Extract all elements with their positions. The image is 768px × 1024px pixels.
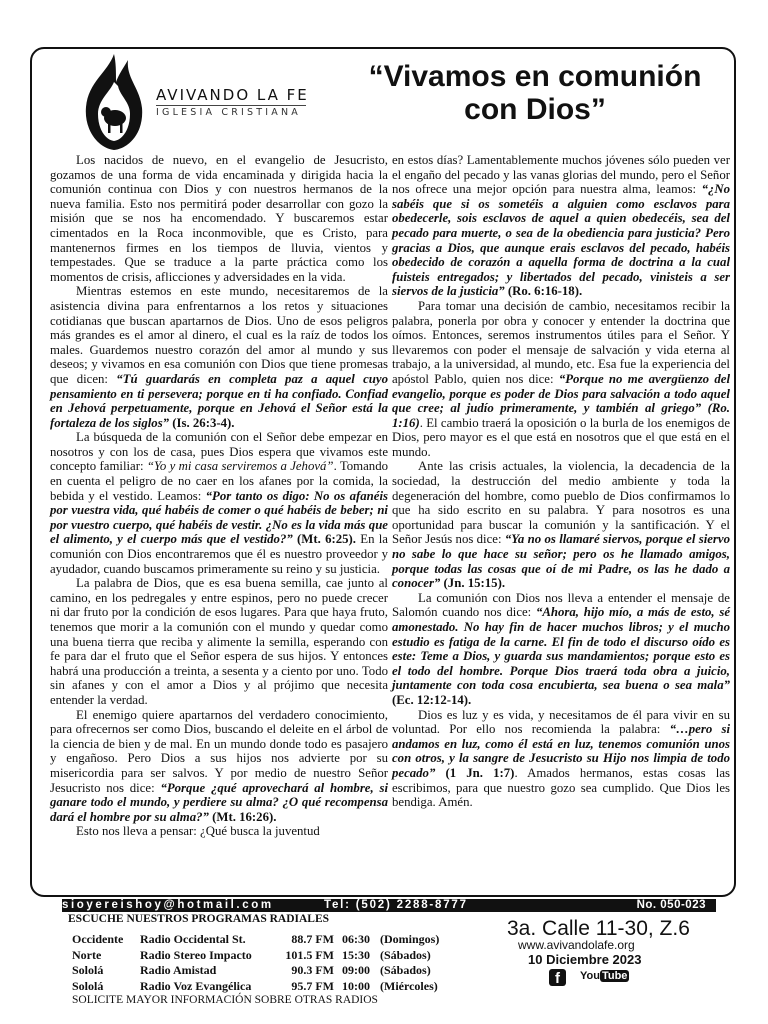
bible-quote: “Tú guardarás en completa paz a aquel cuyo pensamiento en ti persevera; porque en ti ha confiado. Confiad en Jehová perpetuamente, porque en Jehová el Señor está la fortaleza de los siglos” xyxy=(50,371,388,430)
radio-heading: ESCUCHE NUESTROS PROGRAMAS RADIALES xyxy=(68,913,330,925)
radio-row xyxy=(72,932,460,948)
radio-row xyxy=(72,948,460,964)
paragraph xyxy=(392,708,730,810)
bible-reference: (Ro. 1:16) xyxy=(392,401,731,430)
bible-reference: (Ro. 6:16-18). xyxy=(504,284,583,299)
body-text: . Amados hermanos, estas cosas las escribimos, para que nuestro gozo sea cumplido. Que Dios les bendiga. Amén. xyxy=(392,765,731,810)
body-text: Los nacidos de nuevo, en el evangelio de Jesucristo, gozamos de una forma de vida encaminada y dirigida hacia la comunión continua con Dios y con nuestros hermanos de la nueva familia. Esto nos permitirá poder desarrollar con gozo la misión que se nos ha encomendado. Y buscaremos estar cimentados en la Roca inconmovible, que es Cristo, para mantenernos firmes en los tiempos de lluvia, vientos y tempestades. Que se traduce a la parte práctica como los momentos de crisis, aflicciones y adversidades en la vida. xyxy=(50,153,388,284)
radio-region: Occidente xyxy=(72,932,124,947)
paragraph xyxy=(50,153,388,284)
body-text: La palabra de Dios, que es esa buena semilla, cae junto al camino, en los pedregales y entre espinos, pero no puede crecer ni dar fruto por la condición de esos lugares. Para que haya fruto, tenemos que morir a la comunión con el mundo y quedar como una buena tierra que reciba y alimente la semilla, esperando con fe para dar el fruto que el Señor espera de sus hijos. Y entonces habrá una producción a treinta, a sesenta y a ciento por uno. Todo sin afanes y con el amor a Dios y al prójimo que necesita entender la verdad. xyxy=(50,576,388,707)
radio-day: (Domingos) xyxy=(380,932,440,947)
contact-phone: Tel: (502) 2288-8777 xyxy=(324,899,468,911)
radio-row xyxy=(72,979,460,995)
issue-number: No. 050-023 xyxy=(636,899,706,911)
body-text: . El cambio traerá la oposición o la burla de los enemigos de Dios, pero mayor es el que está en nosotros que el que está en el mundo. xyxy=(392,415,730,459)
paragraph xyxy=(392,153,730,299)
brand-divider xyxy=(156,105,306,106)
radio-station: Radio Stereo Impacto xyxy=(140,947,252,962)
brand-name: AVIVANDO LA FE xyxy=(156,86,309,104)
radio-frequency: 95.7 FM xyxy=(291,978,334,993)
paragraph xyxy=(50,824,388,839)
paragraph xyxy=(392,591,730,708)
radio-frequency: 90.3 FM xyxy=(291,963,334,978)
youtube-icon[interactable] xyxy=(580,970,629,982)
brand xyxy=(156,86,326,118)
radio-day: (Sábados) xyxy=(380,963,431,978)
paragraph xyxy=(392,299,730,460)
bible-reference: (Jn. 15:15). xyxy=(440,576,506,591)
radio-time: 15:30 xyxy=(342,947,370,962)
website-link[interactable]: www.avivandolafe.org xyxy=(518,938,635,952)
paragraph xyxy=(392,459,730,590)
radio-row xyxy=(72,963,460,979)
body-text: Mientras estemos en este mundo, necesitaremos de la asistencia divina para enfrentarnos a los retos y situaciones cotidianas que buscan apartarnos de Dios. Uno de esos peligros más grandes es el amor al dinero, el cual es la raíz de todos los males. Guardemos nuestro corazón del amor al mundo y sus deseos; y vivamos en esa comunión con Dios que tiene promesas que dicen: xyxy=(50,284,388,386)
issue-date: 10 Diciembre 2023 xyxy=(528,952,642,967)
body-text: En la comunión con Dios encontraremos que él es nuestro proveedor y ayudador, cuando buscamos primeramente su reino y su justicia. xyxy=(50,532,388,576)
body-text: Para tomar una decisión de cambio, necesitamos recibir la palabra, ponerla por obra y conocer y entender la doctrina que oímos. Entonces, seremos instrumentos útiles para el Señor. Y llevaremos con poder el mensaje de salvación y vida eterna al trabajo, a la universidad, al mundo, etc. Esa fue la experiencia del apóstol Pablo, quien nos dice: xyxy=(392,298,730,386)
bible-reference: (Mt. 16:26). xyxy=(208,809,277,824)
article-column-left xyxy=(50,153,388,839)
contact-email[interactable]: sioyereishoy@hotmail.com xyxy=(62,899,274,911)
facebook-icon[interactable]: f xyxy=(549,969,566,986)
radio-time: 09:00 xyxy=(342,963,370,978)
body-text: La búsqueda de la comunión con el Señor debe empezar en nosotros y con los de casa, pues Dios espera que vivamos este concepto familiar: xyxy=(50,430,388,474)
radio-time: 10:00 xyxy=(342,978,370,993)
radio-time: 06:30 xyxy=(342,932,370,947)
body-text: en estos días? Lamentablemente muchos jóvenes sólo pueden ver el engaño del pecado y las vanas glorias del mundo, pero el Señor nos ofrece una mejor opción para nuestra alma, leamos: xyxy=(392,153,730,197)
body-text: Ante las crisis actuales, la violencia, la decadencia de la sociedad, la destrucción del medio ambiente y toda la degeneración del hombre, como pueblo de Dios confirmamos lo que ha sido escrito en su palabra. Y para nosotros es una oportunidad para buscar la comunión y la santificación. Y el Señor Jesús nos dice: xyxy=(392,459,730,547)
quote-text: “Yo y mi casa serviremos a Jehová” xyxy=(146,459,334,474)
radio-schedule-table xyxy=(72,932,460,994)
article-title: “Vivamos en comunión con Dios” xyxy=(368,60,702,126)
youtube-tube: Tube xyxy=(601,970,628,982)
article-column-right xyxy=(392,153,730,810)
body-text: Esto nos lleva a pensar: ¿Qué busca la juventud xyxy=(76,824,320,839)
body-text: Dios es luz y es vida, y necesitamos de él para vivir en su voluntad. Por ello nos recomienda la palabra: xyxy=(392,707,730,737)
flame-lamb-logo-icon xyxy=(78,52,150,152)
bible-quote: “¿No sabéis que si os sometéis a alguien como esclavos para obedecerle, sois esclavos de aquel a quien obedecéis, sea del pecado para muerte, o sea de la obediencia para justicia? Pero gracias a Dios, que aunque erais esclavos del pecado, habéis obedecido de corazón a aquella forma de doctrina a la cual fuisteis entregados; y libertados del pecado, vinisteis a ser siervos de la justicia” xyxy=(392,182,730,299)
contact-bar xyxy=(62,899,716,912)
body-text: El enemigo quiere apartarnos del verdadero conocimiento, para ofrecernos ser como Dios, buscando el deleite en el árbol de la ciencia de bien y de mal. En un mundo donde todo es pasajero y engañoso. Pero Dios a sus hijos nos advierte por su misericordia para ser salvos. Y por medio de nuestro Señor Jesucristo nos dice: xyxy=(50,707,388,795)
radio-day: (Miércoles) xyxy=(380,978,438,993)
paragraph xyxy=(50,430,388,576)
church-address: 3a. Calle 11-30, Z.6 xyxy=(507,917,690,940)
bible-quote: “…pero si andamos en luz, como él está en luz, tenemos comunión unos con otros, y la sangre de Jesucristo su Hijo nos limpia de todo pecado” xyxy=(392,722,731,780)
radio-station: Radio Occidental St. xyxy=(140,932,246,947)
bible-reference: (Mt. 6:25). xyxy=(292,532,356,547)
bible-reference: (Is. 26:3-4). xyxy=(169,415,235,430)
body-text: . Tomando en cuenta el peligro de no caer en los afanes por la comida, la bebida y el vestido. Leamos: xyxy=(50,459,388,503)
radio-region: Sololá xyxy=(72,978,104,993)
bible-quote: “Porque no me avergüenzo del evangelio, porque es poder de Dios para salvación a todo aquel que cree; al judío primeramente, y también al griego” xyxy=(392,371,730,416)
paragraph xyxy=(50,576,388,707)
bible-quote: “Ya no os llamaré siervos, porque el siervo no sabe lo que hace su señor; pero os he llamado amigos, porque todas las cosas que oí de mi Padre, os las he dado a conocer” xyxy=(392,532,730,591)
youtube-you: You xyxy=(580,970,600,982)
bible-quote: “Ahora, hijo mío, a más de esto, sé amonestado. No hay fin de hacer muchos libros; y el mucho estudio es fatiga de la carne. El fin de todo el discurso oído es este: Teme a Dios, y guarda sus mandamientos; porque esto es el todo del hombre. Porque Dios traerá toda obra a juicio, juntamente con toda cosa encubierta, sea buena o sea mala” xyxy=(392,605,731,693)
bible-reference: (1 Jn. 1:7) xyxy=(435,765,515,780)
radio-station: Radio Voz Evangélica xyxy=(140,978,252,993)
radio-frequency: 88.7 FM xyxy=(291,932,334,947)
radio-frequency: 101.5 FM xyxy=(285,947,334,962)
body-text: La comunión con Dios nos lleva a entender el mensaje de Salomón cuando nos dice: xyxy=(392,590,730,620)
paragraph xyxy=(50,284,388,430)
radio-region: Norte xyxy=(72,947,102,962)
bible-quote: “Porque ¿qué aprovechará al hombre, si ganare todo el mundo, y perdiere su alma? ¿O qué recompensa dará el hombre por su alma?” xyxy=(50,780,388,824)
radio-region: Sololá xyxy=(72,963,104,978)
paragraph xyxy=(50,708,388,825)
bible-reference: (Ec. 12:12-14). xyxy=(392,692,472,707)
brand-subtitle: IGLESIA CRISTIANA xyxy=(156,107,301,118)
radio-station: Radio Amistad xyxy=(140,963,217,978)
radio-footer-note: SOLICITE MAYOR INFORMACIÓN SOBRE OTRAS RADIOS xyxy=(72,994,378,1006)
radio-day: (Sábados) xyxy=(380,947,431,962)
bible-quote: “Por tanto os digo: No os afanéis por vuestra vida, qué habéis de comer o qué habéis de beber; ni por vuestro cuerpo, qué habéis de vestir. ¿No es la vida más que el alimento, y el cuerpo más que el vestido?” xyxy=(50,488,388,547)
